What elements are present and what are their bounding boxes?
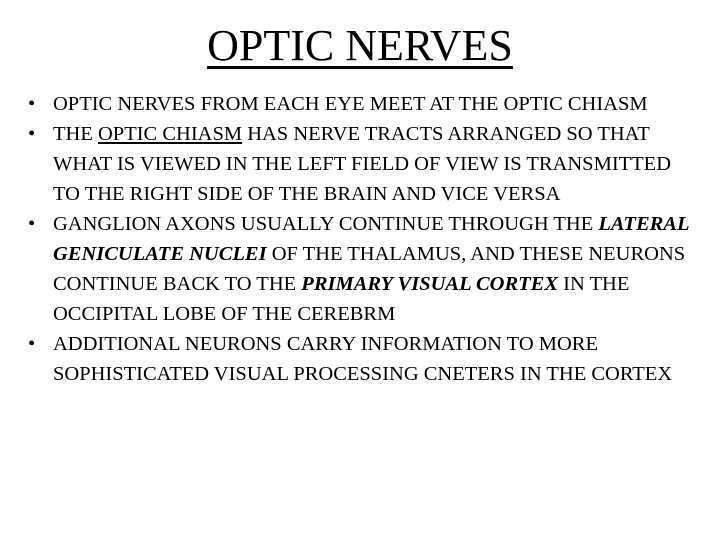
bullet-dot-icon: • [28,213,36,235]
bullet-item-1 [28,89,698,119]
bullet-text: OF THE THALAMUS, AND THESE NEURONS CONTINUE BACK TO THE [53,243,686,295]
lateral-geniculate-nuclei-term: LATERAL GENICULATE NUCLEI [53,213,689,265]
primary-visual-cortex-term: PRIMARY VISUAL CORTEX [301,273,558,295]
bullet-dot-icon: • [28,333,36,355]
bullet-list [28,89,698,389]
bullet-item-4 [28,329,698,389]
bullet-dot-icon: • [28,123,36,145]
bullet-text: THE [53,123,98,145]
slide-title: OPTIC NERVES [207,21,513,70]
bullet-text: IN THE OCCIPITAL LOBE OF THE CEREBRM [53,273,630,325]
bullet-text: ADDITIONAL NEURONS CARRY INFORMATION TO MORE SOPHISTICATED VISUAL PROCESSING CNETERS IN THE CORTEX [53,333,673,385]
bullet-text: GANGLION AXONS USUALLY CONTINUE THROUGH THE [53,213,599,235]
bullet-text: OPTIC NERVES FROM EACH EYE MEET AT THE [53,93,504,115]
bullet-item-3 [28,209,698,329]
optic-chiasm-term: OPTIC CHIASM [503,93,648,115]
bullet-item-2 [28,119,698,209]
bullet-dot-icon: • [28,93,36,115]
optic-chiasm-term-underlined: OPTIC CHIASM [97,123,243,145]
bullet-text: HAS NERVE TRACTS ARRANGED SO THAT WHAT IS VIEWED IN THE LEFT FIELD OF VIEW IS TRANSMITTED TO THE RIGHT SIDE OF THE BRAIN AND VICE VERSA [53,123,672,205]
